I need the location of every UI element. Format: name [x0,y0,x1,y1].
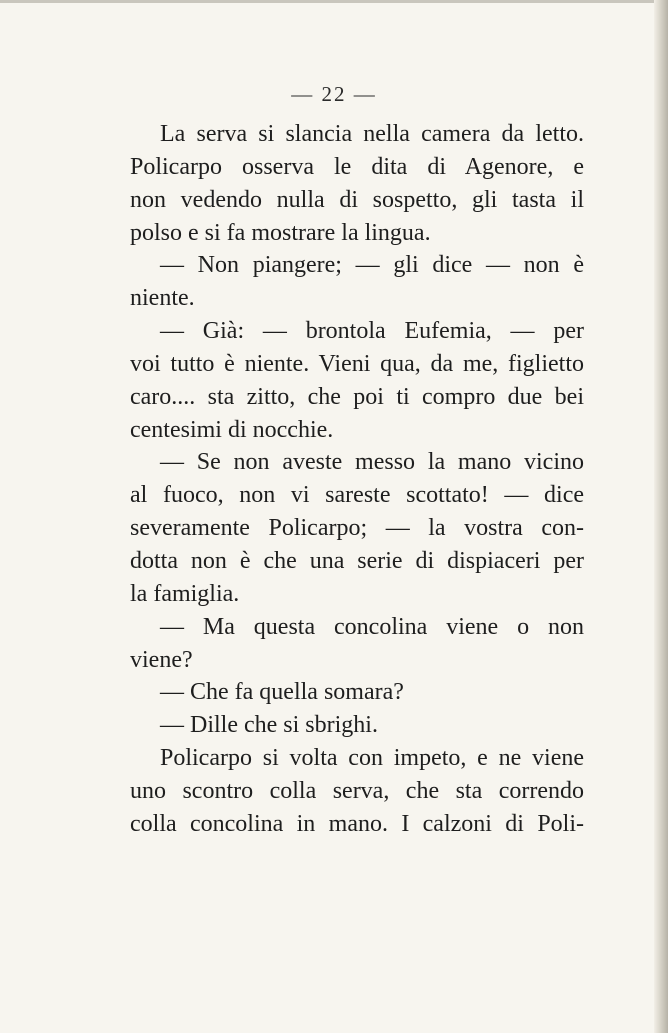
text-line: al fuoco, non vi sareste scottato! — dice [130,482,584,509]
text-line: viene? [130,646,193,673]
text-line: dotta non è che una serie di dispiaceri per [130,547,584,574]
text-line: caro.... sta zitto, che poi ti compro due bei [130,383,584,410]
text-line: Policarpo osserva le dita di Agenore, e [130,153,584,180]
text-line: niente. [130,285,195,312]
text-line: polso e si fa mostrare la lingua. [130,219,431,246]
text-line: — Se non aveste messo la mano vicino [160,449,584,476]
text-line: severamente Policarpo; — la vostra con- [130,515,584,542]
text-line: — Non piangere; — gli dice — non è [160,252,584,279]
text-line: voi tutto è niente. Vieni qua, da me, figlietto [130,350,584,377]
text-line: — Che fa quella somara? [160,679,404,706]
text-line: — Già: — brontola Eufemia, — per [160,318,584,345]
body-text [130,118,584,841]
page-number: — 22 — [291,82,377,106]
text-line: Policarpo si volta con impeto, e ne viene [160,745,584,772]
text-line: — Ma questa concolina viene o non [160,613,584,640]
text-line: — Dille che si sbrighi. [160,712,378,739]
text-line: centesimi di nocchie. [130,416,334,443]
top-edge-rule [0,0,668,3]
text-line: non vedendo nulla di sospetto, gli tasta il [130,186,584,213]
page-edge-shadow [654,0,668,1033]
text-line: la famiglia. [130,580,240,607]
text-line: colla concolina in mano. I calzoni di Poli- [130,810,584,837]
text-line: La serva si slancia nella camera da letto. [160,121,584,147]
text-line: uno scontro colla serva, che sta correndo [130,777,584,804]
